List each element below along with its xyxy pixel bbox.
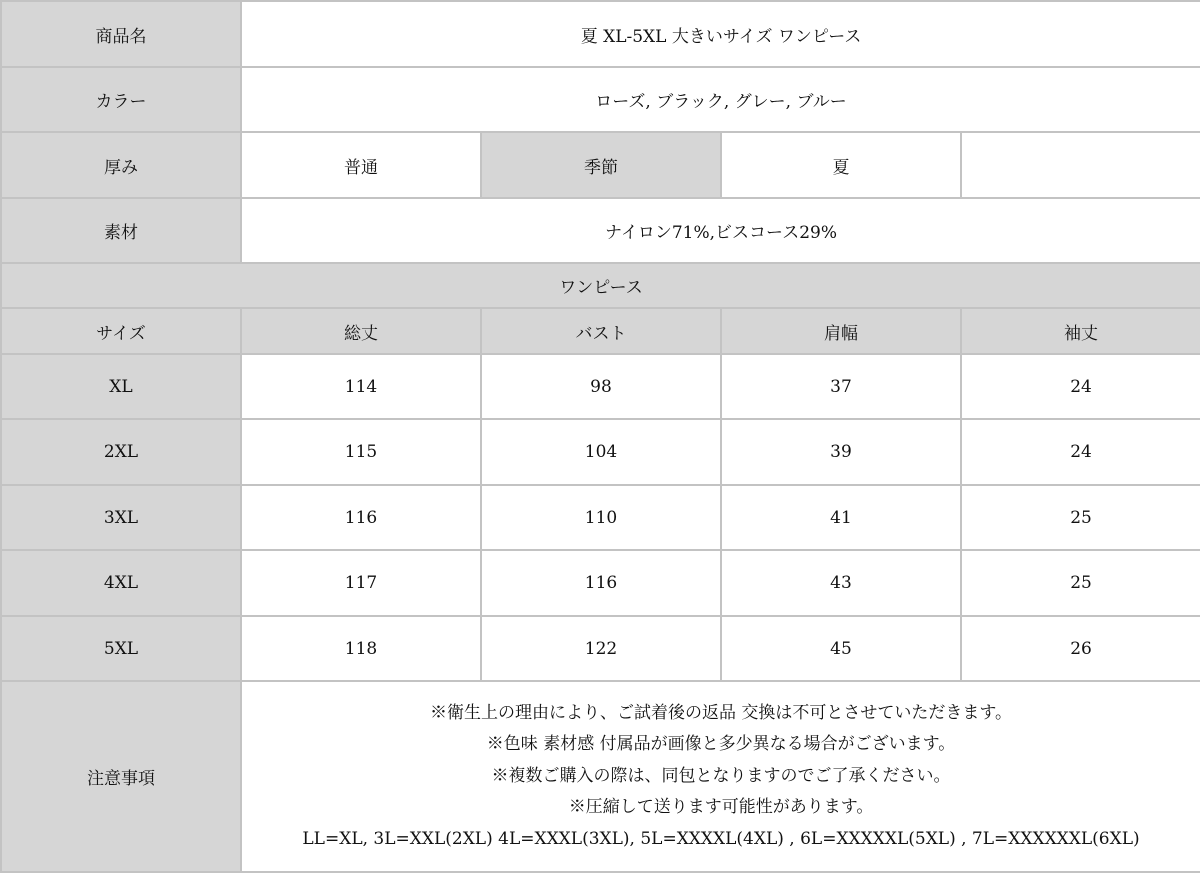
product-name-label: 商品名 [1,1,241,67]
thickness-row [1,132,1200,198]
sleeve-cell: 25 [961,550,1200,616]
bust-cell: 98 [481,354,721,419]
bust-cell: 122 [481,616,721,681]
shoulder-cell: 41 [721,485,961,550]
size-conversion-line: LL=XL, 3L=XXL(2XL) 4L=XXXL(3XL), 5L=XXXXL(4XL) , 6L=XXXXXL(5XL) , 7L=XXXXXXL(6XL) [302,828,1140,849]
bust-cell: 110 [481,485,721,550]
notes-line: ※衛生上の理由により、ご試着後の返品 交換は不可とさせていただきます。 [430,702,1013,723]
notes-line: ※色味 素材感 付属品が画像と多少異なる場合がございます。 [486,734,956,755]
notes-row [1,681,1200,872]
table-row [1,616,1200,681]
shoulder-cell: 43 [721,550,961,616]
table-row [1,354,1200,419]
section-title: ワンピース [1,263,1200,308]
table-row [1,550,1200,616]
material-row [1,198,1200,263]
size-cell: XL [1,354,241,419]
size-cell: 2XL [1,419,241,485]
product-name-row [1,1,1200,67]
shoulder-header: 肩幅 [721,308,961,354]
size-header-row [1,308,1200,354]
season-value: 夏 [721,132,961,198]
sleeve-header: 袖丈 [961,308,1200,354]
shoulder-cell: 37 [721,354,961,419]
thickness-value: 普通 [241,132,481,198]
notes-text [241,681,1200,872]
material-value: ナイロン71%,ビスコース29% [241,198,1200,263]
length-header: 総丈 [241,308,481,354]
color-value: ローズ, ブラック, グレー, ブルー [241,67,1200,132]
product-name-value: 夏 XL-5XL 大きいサイズ ワンピース [241,1,1200,67]
empty-cell [961,132,1200,198]
table-row [1,485,1200,550]
notes-line: ※複数ご購入の際は、同包となりますのでご了承ください。 [491,765,951,786]
size-cell: 3XL [1,485,241,550]
notes-label: 注意事項 [1,681,241,872]
sleeve-cell: 24 [961,419,1200,485]
table-row [1,419,1200,485]
size-cell: 4XL [1,550,241,616]
length-cell: 118 [241,616,481,681]
length-cell: 114 [241,354,481,419]
sleeve-cell: 26 [961,616,1200,681]
material-label: 素材 [1,198,241,263]
bust-cell: 104 [481,419,721,485]
color-row [1,67,1200,132]
shoulder-cell: 45 [721,616,961,681]
section-title-row [1,263,1200,308]
length-cell: 115 [241,419,481,485]
season-label: 季節 [481,132,721,198]
sleeve-cell: 24 [961,354,1200,419]
bust-cell: 116 [481,550,721,616]
shoulder-cell: 39 [721,419,961,485]
length-cell: 116 [241,485,481,550]
color-label: カラー [1,67,241,132]
notes-line: ※圧縮して送ります可能性があります。 [568,797,874,818]
bust-header: バスト [481,308,721,354]
size-header: サイズ [1,308,241,354]
thickness-label: 厚み [1,132,241,198]
sleeve-cell: 25 [961,485,1200,550]
length-cell: 117 [241,550,481,616]
size-cell: 5XL [1,616,241,681]
